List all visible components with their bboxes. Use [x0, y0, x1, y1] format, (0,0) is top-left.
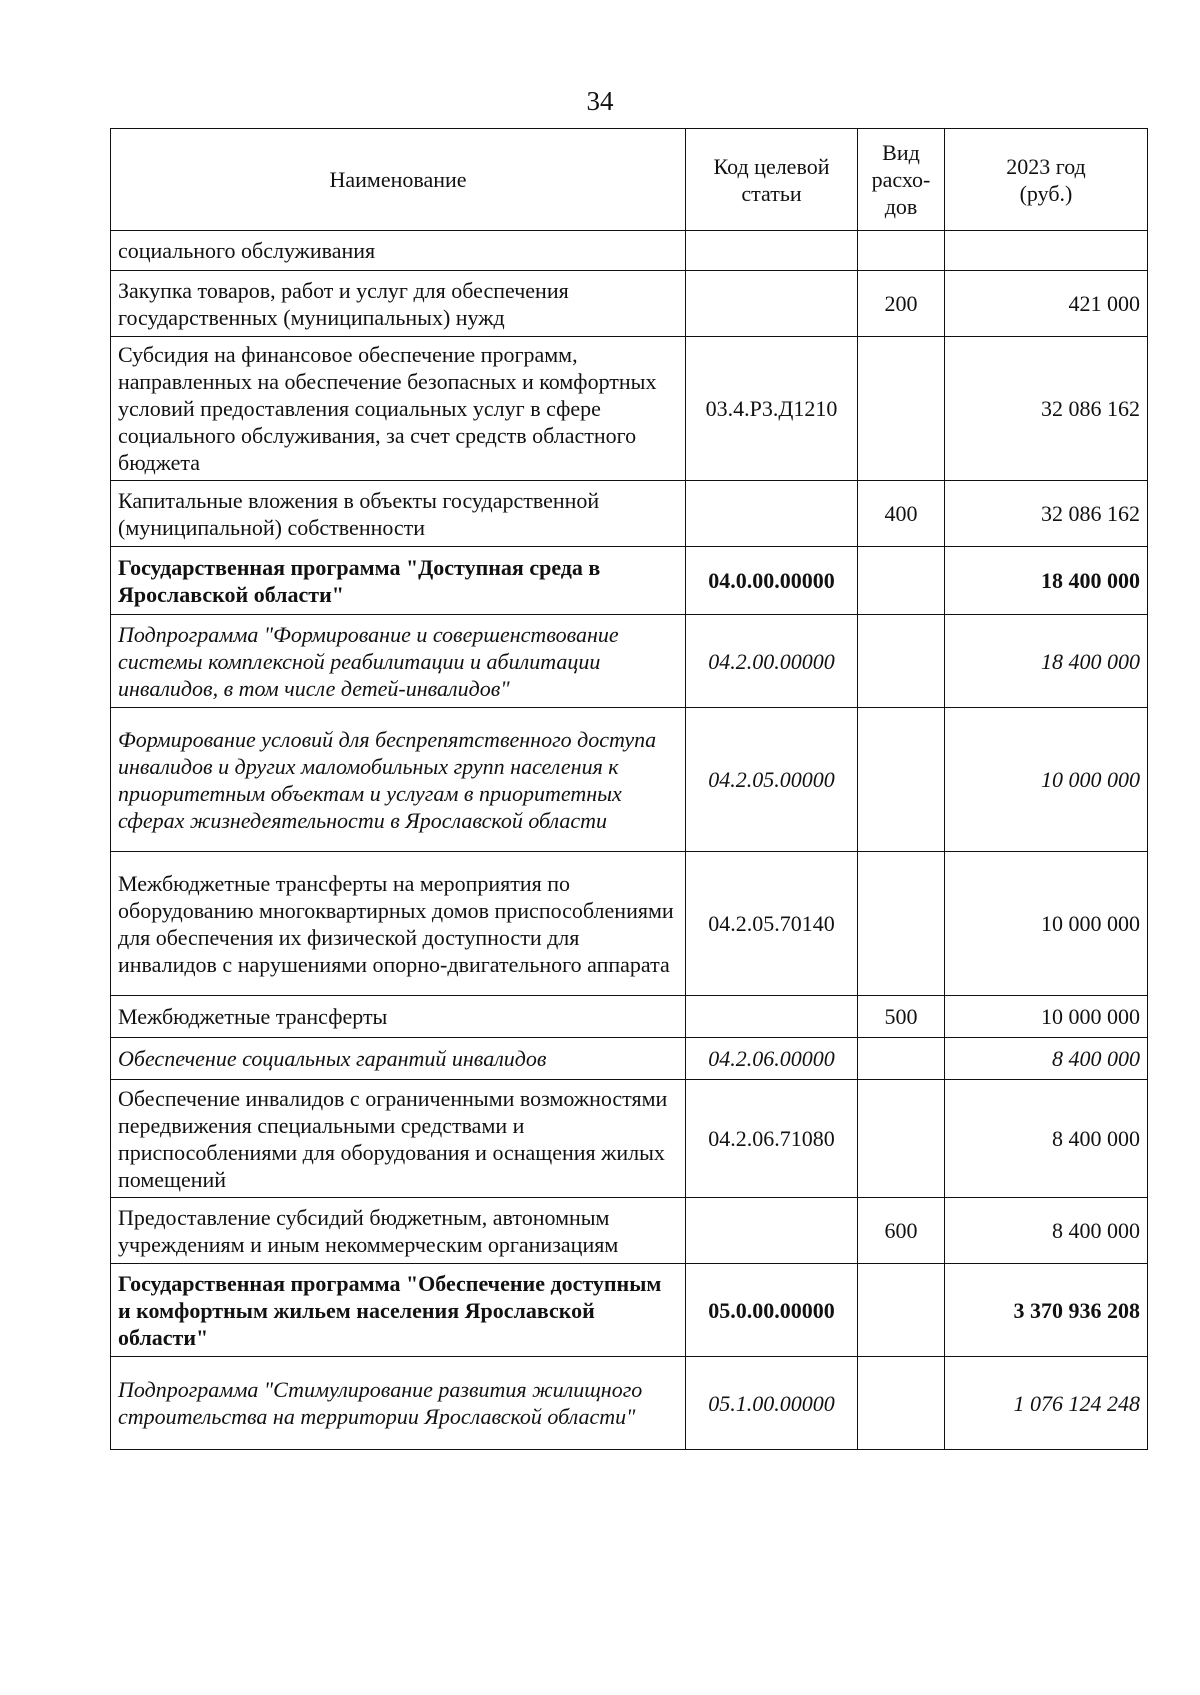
cell-amount: 1 076 124 248 [945, 1357, 1148, 1450]
cell-name: Межбюджетные трансферты на мероприятия по оборудованию многоквартирных домов приспособлениями для обеспечения их физической доступности для инвалидов с нарушениями опорно-двигательного аппарата [111, 852, 686, 996]
cell-name: Подпрограмма "Стимулирование развития жилищного строительства на территории Ярославской области" [111, 1357, 686, 1450]
cell-name: Межбюджетные трансферты [111, 996, 686, 1038]
table-row [111, 271, 1148, 337]
table-row [111, 1357, 1148, 1450]
cell-amount: 3 370 936 208 [945, 1264, 1148, 1357]
cell-name: Предоставление субсидий бюджетным, автономным учреждениям и иным некоммерческим организациям [111, 1198, 686, 1264]
table-row [111, 231, 1148, 271]
cell-code [686, 231, 858, 271]
cell-code: 05.1.00.00000 [686, 1357, 858, 1450]
cell-code: 04.2.05.70140 [686, 852, 858, 996]
table-row [111, 1080, 1148, 1198]
cell-code: 04.0.00.00000 [686, 547, 858, 615]
cell-amount: 8 400 000 [945, 1038, 1148, 1080]
cell-name: Подпрограмма "Формирование и совершенствование системы комплексной реабилитации и абилитации инвалидов, в том числе детей-инвалидов" [111, 615, 686, 708]
table-row [111, 708, 1148, 852]
cell-code: 04.2.05.00000 [686, 708, 858, 852]
cell-type [858, 1264, 945, 1357]
cell-amount [945, 231, 1148, 271]
page-number: 34 [586, 86, 614, 116]
cell-code: 04.2.06.00000 [686, 1038, 858, 1080]
cell-amount: 10 000 000 [945, 708, 1148, 852]
table-header-row [111, 129, 1148, 231]
cell-type: 400 [858, 481, 945, 547]
cell-amount: 10 000 000 [945, 852, 1148, 996]
cell-code: 04.2.00.00000 [686, 615, 858, 708]
cell-code: 04.2.06.71080 [686, 1080, 858, 1198]
cell-type [858, 1038, 945, 1080]
header-code: Код целевой статьи [686, 129, 858, 231]
cell-name: Обеспечение социальных гарантий инвалидов [111, 1038, 686, 1080]
table-row [111, 547, 1148, 615]
cell-amount: 32 086 162 [945, 481, 1148, 547]
table-row [111, 1198, 1148, 1264]
table-row [111, 852, 1148, 996]
cell-type [858, 852, 945, 996]
cell-type [858, 708, 945, 852]
cell-code: 03.4.Р3.Д1210 [686, 337, 858, 481]
cell-code [686, 481, 858, 547]
table-row [111, 1264, 1148, 1357]
table-row [111, 481, 1148, 547]
cell-name: Капитальные вложения в объекты государственной (муниципальной) собственности [111, 481, 686, 547]
cell-name: Обеспечение инвалидов с ограниченными возможностями передвижения специальными средствами и приспособлениями для оборудования и оснащения жилых помещений [111, 1080, 686, 1198]
cell-amount: 18 400 000 [945, 547, 1148, 615]
cell-type [858, 231, 945, 271]
cell-code: 05.0.00.00000 [686, 1264, 858, 1357]
cell-amount: 8 400 000 [945, 1198, 1148, 1264]
cell-name: Формирование условий для беспрепятственного доступа инвалидов и других маломобильных групп населения к приоритетным объектам и услугам в приоритетных сферах жизнедеятельности в Ярославской области [111, 708, 686, 852]
cell-type [858, 1357, 945, 1450]
table-row [111, 996, 1148, 1038]
cell-code [686, 271, 858, 337]
cell-name: Закупка товаров, работ и услуг для обеспечения государственных (муниципальных) нужд [111, 271, 686, 337]
header-type: Вид расхо-дов [858, 129, 945, 231]
cell-name: социального обслуживания [111, 231, 686, 271]
cell-amount: 421 000 [945, 271, 1148, 337]
header-amount: 2023 год (руб.) [945, 129, 1148, 231]
cell-name: Государственная программа "Доступная среда в Ярославской области" [111, 547, 686, 615]
cell-type [858, 547, 945, 615]
cell-name: Субсидия на финансовое обеспечение программ, направленных на обеспечение безопасных и комфортных условий предоставления социальных услуг в сфере социального обслуживания, за счет средств областного бюджета [111, 337, 686, 481]
cell-type: 500 [858, 996, 945, 1038]
cell-amount: 8 400 000 [945, 1080, 1148, 1198]
budget-table [110, 128, 1148, 1450]
cell-name: Государственная программа "Обеспечение доступным и комфортным жильем населения Ярославской области" [111, 1264, 686, 1357]
cell-type [858, 615, 945, 708]
cell-amount: 10 000 000 [945, 996, 1148, 1038]
table-row [111, 1038, 1148, 1080]
cell-type: 200 [858, 271, 945, 337]
table-row [111, 337, 1148, 481]
cell-type: 600 [858, 1198, 945, 1264]
cell-type [858, 1080, 945, 1198]
cell-type [858, 337, 945, 481]
cell-amount: 18 400 000 [945, 615, 1148, 708]
cell-amount: 32 086 162 [945, 337, 1148, 481]
cell-code [686, 1198, 858, 1264]
header-name: Наименование [111, 129, 686, 231]
cell-code [686, 996, 858, 1038]
table-row [111, 615, 1148, 708]
